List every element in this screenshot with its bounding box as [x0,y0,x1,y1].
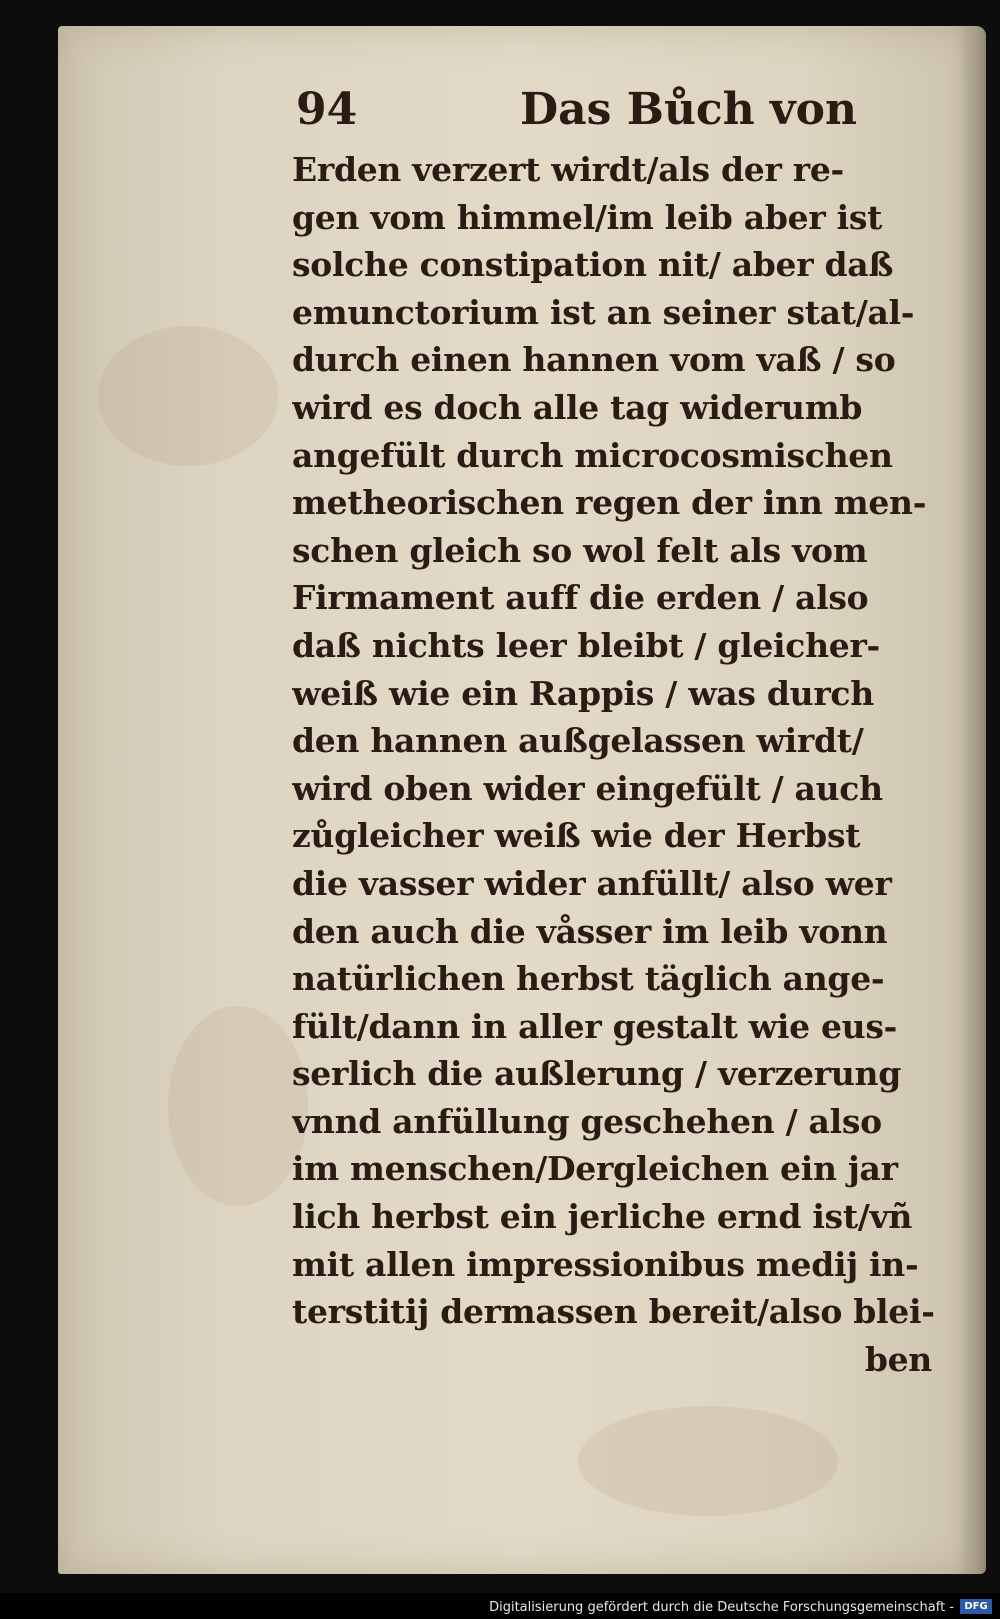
text-line: terstitij dermassen bereit/also blei- [292,1292,935,1332]
text-line: metheorischen regen der inn men- [292,483,927,523]
text-line: gen vom himmel/im leib aber ist [292,197,883,237]
page-edge [960,26,986,1574]
body-text [292,146,962,1383]
paper-stain [168,1006,308,1206]
text-line: schen gleich so wol felt als vom [292,530,868,570]
text-line: zůgleicher weiß wie der Herbst [292,816,861,856]
text-line: durch einen hannen vom vaß / so [292,340,896,380]
text-line: wird oben wider eingefült / auch [292,768,883,808]
text-line: weiß wie ein Rappis / was durch [292,673,874,713]
funding-credit: Digitalisierung gefördert durch die Deutsche Forschungsgemeinschaft - [489,1600,954,1615]
text-line: vnnd anfüllung geschehen / also [292,1101,882,1141]
text-line: natürlichen herbst täglich ange- [292,959,885,999]
catchword: ben [864,1339,932,1379]
footer-bar [0,1593,1000,1619]
text-line: wird es doch alle tag widerumb [292,387,863,427]
text-line: fült/dann in aller gestalt wie eus- [292,1006,898,1046]
dfg-logo-icon: DFG [960,1599,992,1614]
page-header [292,80,962,146]
text-line: die vasser wider anfüllt/ also wer [292,863,892,903]
page-number: 94 [296,84,358,135]
text-line: serlich die außlerung / verzerung [292,1054,901,1094]
text-line: Erden verzert wirdt/als der re- [292,150,844,189]
text-line: mit allen impressionibus medij in- [292,1244,919,1284]
text-line: im menschen/Dergleichen ein jar [292,1149,898,1189]
text-line: den hannen außgelassen wirdt/ [292,721,864,761]
text-line: den auch die våsser im leib vonn [292,911,888,951]
paper-stain [578,1406,838,1516]
text-block [292,80,962,1383]
text-line: Firmament auff die erden / also [292,578,869,618]
paper-stain [98,326,278,466]
text-line: angefült durch microcosmischen [292,435,893,475]
text-line: emunctorium ist an seiner stat/al- [292,292,915,332]
text-line: solche constipation nit/ aber daß [292,245,894,285]
text-line: lich herbst ein jerliche ernd ist/vñ [292,1197,913,1237]
text-line: daß nichts leer bleibt / gleicher- [292,625,880,665]
running-head: Das Bůch von [520,84,857,135]
